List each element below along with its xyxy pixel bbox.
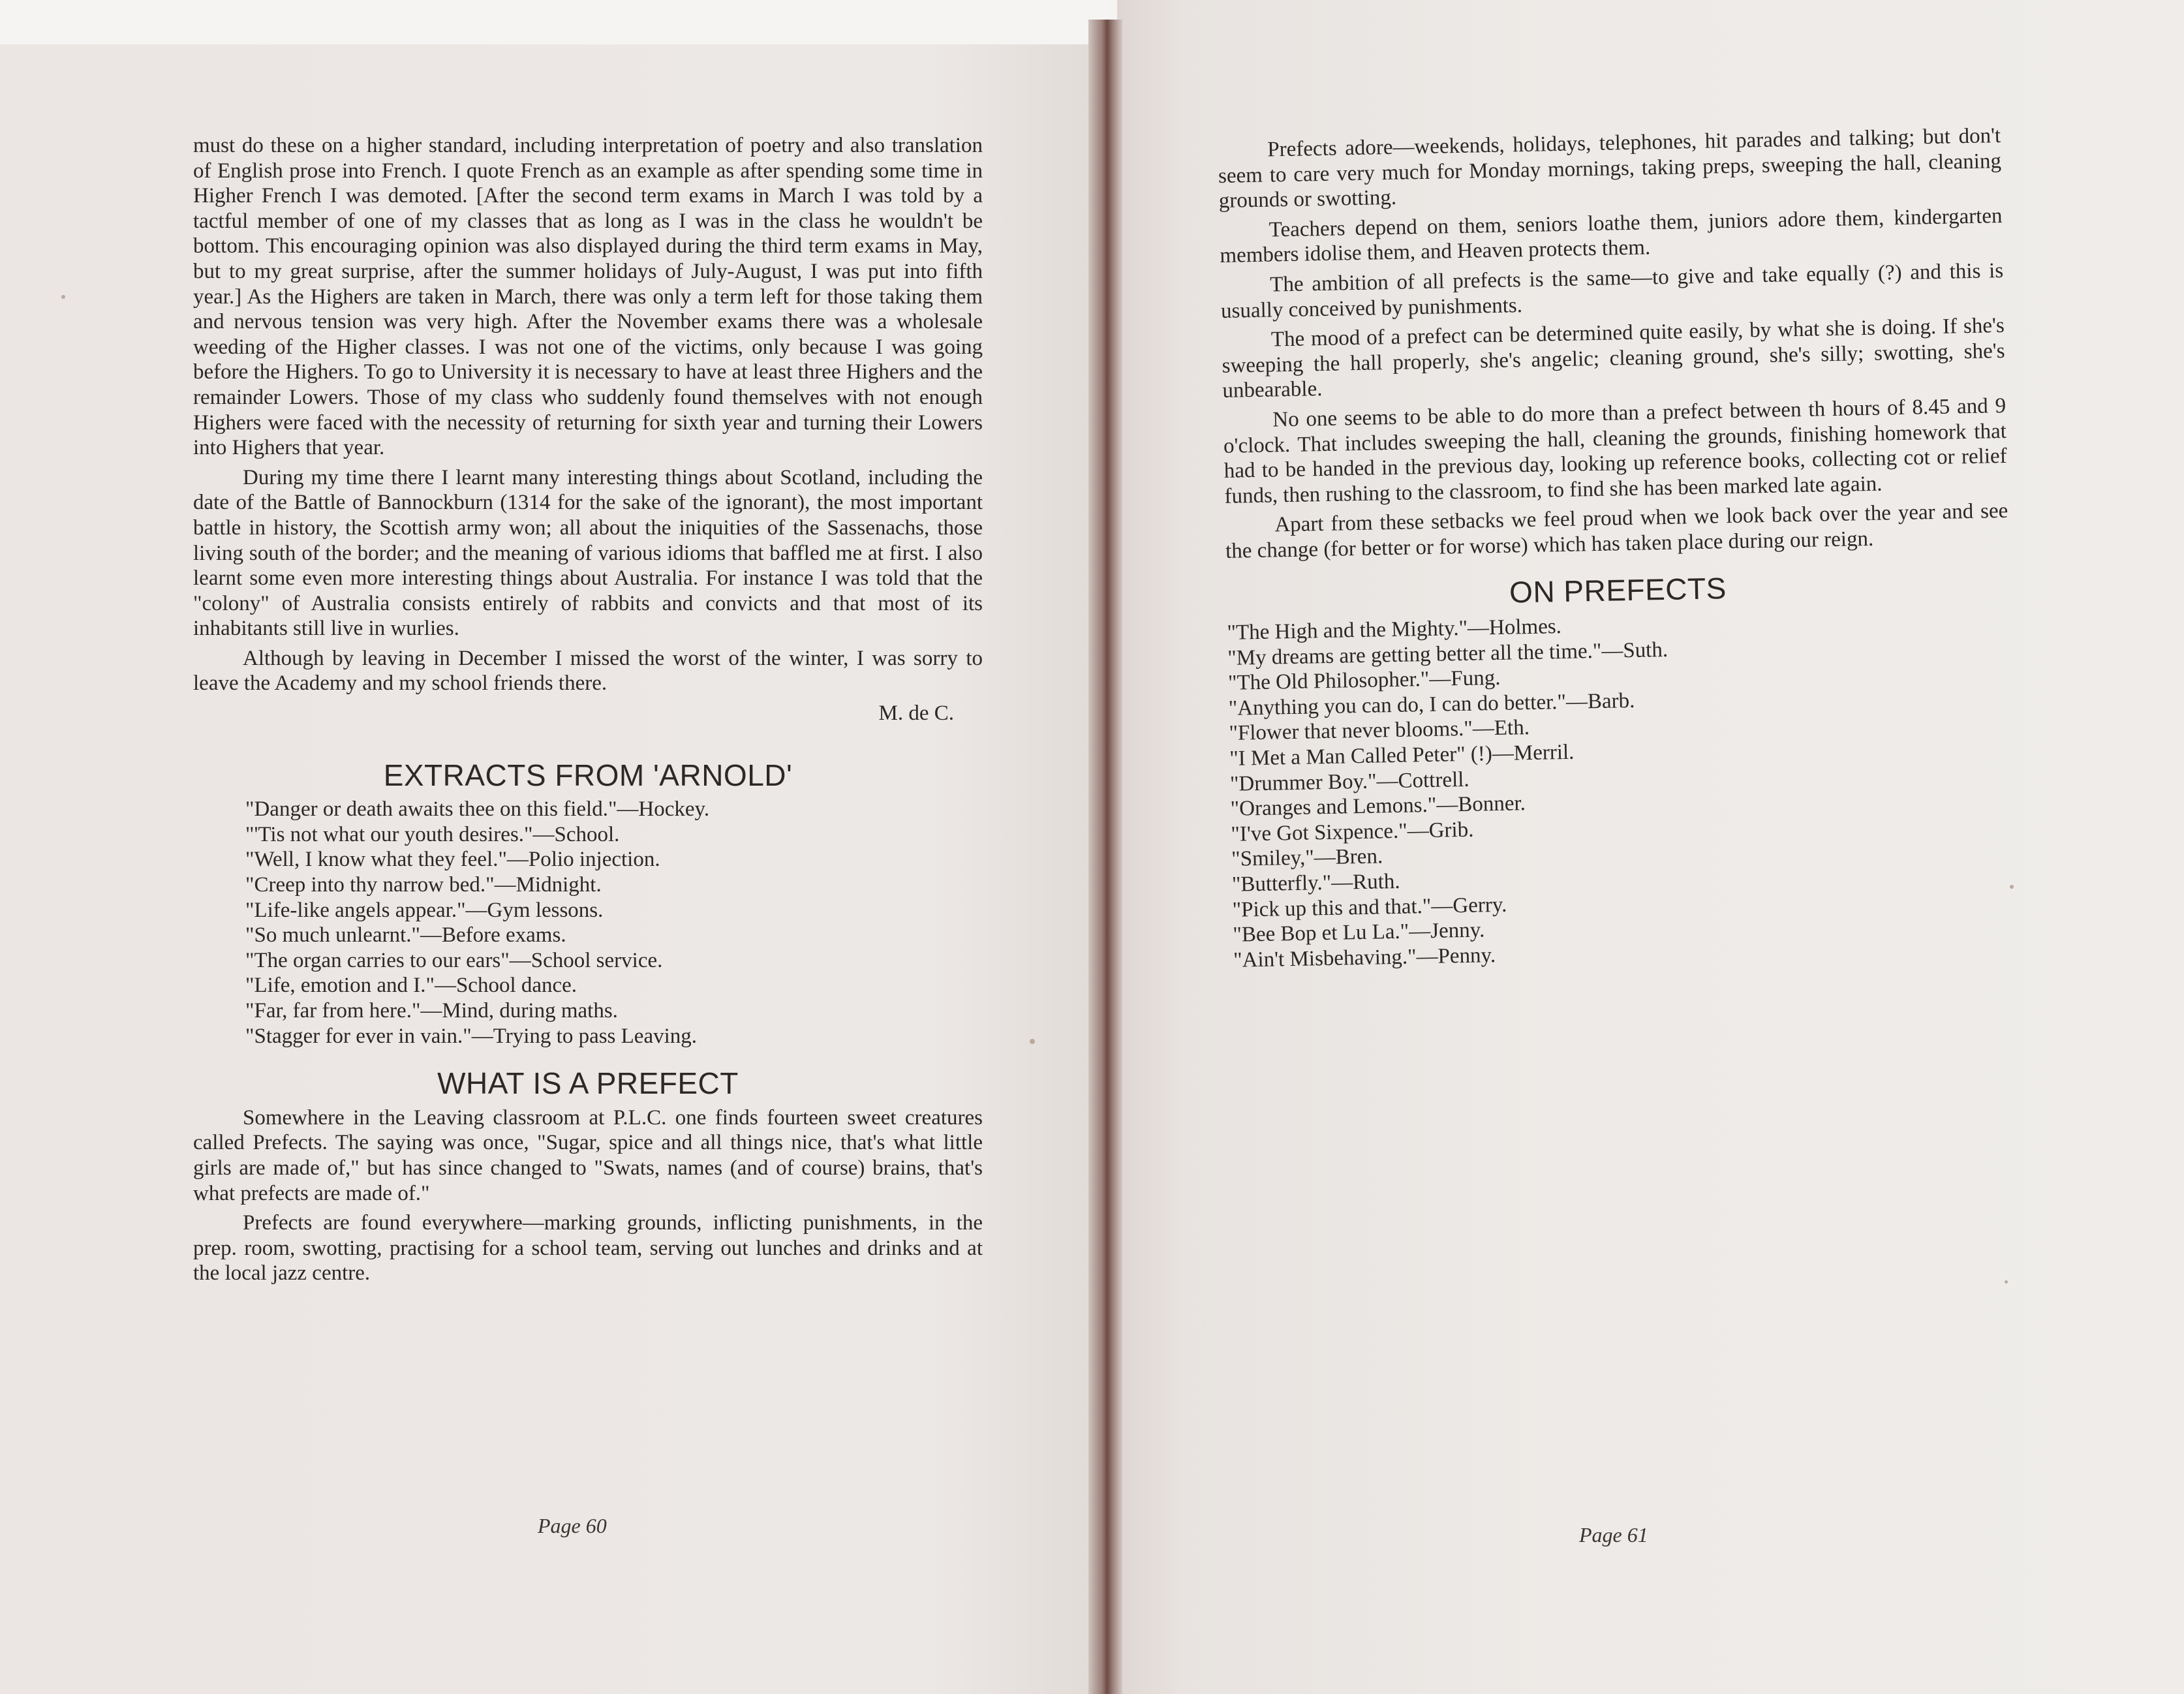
- body-paragraph: The mood of a prefect can be determined quite easily, by what she is doing. If she's sweeping the hall properly, she's angelic; cleaning ground, she's silly; swotting, she's unbearable.: [1222, 314, 2005, 403]
- book-gutter: [1088, 20, 1122, 1694]
- body-paragraph: The ambition of all prefects is the same—to give and take equally (?) and this is usually conceived by punishments.: [1220, 258, 2004, 323]
- body-paragraph: Somewhere in the Leaving classroom at P.L.C. one finds fourteen sweet creatures called Prefects. The saying was once, "Sugar, spice and all things nice, that's what little girls are made of," but has since changed to "Swats, names (and of course) brains, that's what prefects are made of.": [193, 1105, 983, 1205]
- list-item: "Pick up this and that."—Gerry.: [1232, 893, 1507, 922]
- paper-speck: [61, 295, 65, 299]
- list-item: "Stagger for ever in vain."—Trying to pass Leaving.: [245, 1024, 698, 1048]
- list-item: "Smiley,"—Bren.: [1231, 844, 1383, 872]
- list-item: "I Met a Man Called Peter" (!)—Merril.: [1229, 740, 1575, 771]
- list-item: "The High and the Mighty."—Holmes.: [1227, 615, 1562, 645]
- list-item: "My dreams are getting better all the time."—Suth.: [1227, 638, 1669, 670]
- body-paragraph: Apart from these setbacks we feel proud when we look back over the year and see the change (for better or for worse) which has taken place during our reign.: [1225, 499, 2008, 563]
- body-paragraph: must do these on a higher standard, including interpretation of poetry and also translation of English prose into French. I quote French as an example as after spending some time in Higher French I was demoted. [After the second term exams in March I was told by a tactful member of one of my classes that as long as I was in the class he wouldn't be bottom. This encouraging opinion was also displayed during the third term exams in May, but to my great surprise, after the summer holidays of July-August, I was put into fifth year.] As the Highers are taken in March, there was only a term left for those taking them and nervous tension was very high. After the November exams there was a wholesale weeding of the Higher classes. I was not one of the victims, only because I was going before the Highers. To go to University it is necessary to have at least three Highers and the remainder Lowers. Those of my class who suddenly found themselves with not enough Highers were faced with the necessity of returning for sixth year and turning their Lowers into Highers that year.: [193, 134, 983, 460]
- list-item: "Creep into thy narrow bed."—Midnight.: [245, 873, 602, 897]
- section-heading-extracts: EXTRACTS FROM 'ARNOLD': [383, 758, 793, 792]
- paper-speck: [2005, 1280, 2008, 1284]
- body-paragraph: No one seems to be able to do more than a prefect between th hours of 8.45 and 9 o'clock. That includes sweeping the hall, cleaning the grounds, finishing homework that had to be handed in the previous day, looking up reference books, collecting cot or relief funds, then rushing to the classroom, to find she has been marked late again.: [1223, 393, 2007, 508]
- on-prefects-list: [1227, 606, 2016, 973]
- paper-speck: [1030, 1039, 1035, 1044]
- list-item: "Far, far from here."—Mind, during maths.: [245, 999, 618, 1023]
- list-item: "Life-like angels appear."—Gym lessons.: [245, 898, 604, 922]
- list-item: "The organ carries to our ears"—School service.: [245, 948, 663, 972]
- list-item: "Oranges and Lemons."—Bonner.: [1230, 792, 1526, 822]
- section-heading-on-prefects: ON PREFECTS: [1509, 570, 1727, 609]
- extracts-list: [193, 797, 983, 1049]
- list-item: "Ain't Misbehaving."—Penny.: [1233, 943, 1496, 972]
- body-paragraph: Prefects are found everywhere—marking grounds, inflicting punishments, in the prep. room, swotting, practising for a school team, serving out lunches and drinks and at the local jazz centre.: [193, 1211, 983, 1286]
- list-item: "Butterfly."—Ruth.: [1231, 869, 1400, 897]
- list-item: "Anything you can do, I can do better."—Barb.: [1228, 688, 1635, 720]
- list-item: "Life, emotion and I."—School dance.: [245, 974, 577, 998]
- body-paragraph: During my time there I learnt many interesting things about Scotland, including the date of the Battle of Bannockburn (1314 for the sake of the ignorant), the most important battle in history, the Scottish army won; all about the iniquities of the Sassenachs, those living south of the border; and the meaning of various idioms that baffled me at first. I also learnt some even more interesting things about Australia. For instance I was told that the "colony" of Australia consists entirely of rabbits and convicts and that most of its inhabitants still live in wurlies.: [193, 465, 983, 641]
- list-item: "Well, I know what they feel."—Polio injection.: [245, 848, 660, 872]
- author-signature: M. de C.: [878, 701, 954, 726]
- list-item: "I've Got Sixpence."—Grib.: [1231, 818, 1474, 846]
- body-paragraph: Prefects adore—weekends, holidays, telephones, hit parades and talking; but don't seem to care very much for Monday mornings, taking preps, sweeping the hall, cleaning grounds or swotting.: [1218, 123, 2002, 213]
- right-page-content: [1218, 123, 2017, 995]
- body-paragraph: Teachers depend on them, seniors loathe them, juniors adore them, kindergarten members idolise them, and Heaven protects them.: [1220, 204, 2003, 268]
- list-item: "The Old Philosopher."—Fung.: [1227, 666, 1501, 696]
- list-item: "Flower that never blooms."—Eth.: [1229, 716, 1530, 746]
- list-item: "Danger or death awaits thee on this field."—Hockey.: [245, 797, 710, 822]
- body-paragraph: Although by leaving in December I missed the worst of the winter, I was sorry to leave the Academy and my school friends there.: [193, 646, 983, 696]
- list-item: "Bee Bop et Lu La."—Jenny.: [1233, 918, 1485, 947]
- page-number-left: Page 60: [538, 1514, 607, 1537]
- list-item: "Drummer Boy."—Cottrell.: [1229, 767, 1469, 796]
- page-number-right: Page 61: [1579, 1523, 1648, 1547]
- list-item: "'Tis not what our youth desires."—School.: [245, 822, 620, 846]
- list-item: "So much unlearnt."—Before exams.: [245, 923, 566, 947]
- left-page-content: [193, 133, 983, 1291]
- section-heading-prefect: WHAT IS A PREFECT: [437, 1066, 739, 1101]
